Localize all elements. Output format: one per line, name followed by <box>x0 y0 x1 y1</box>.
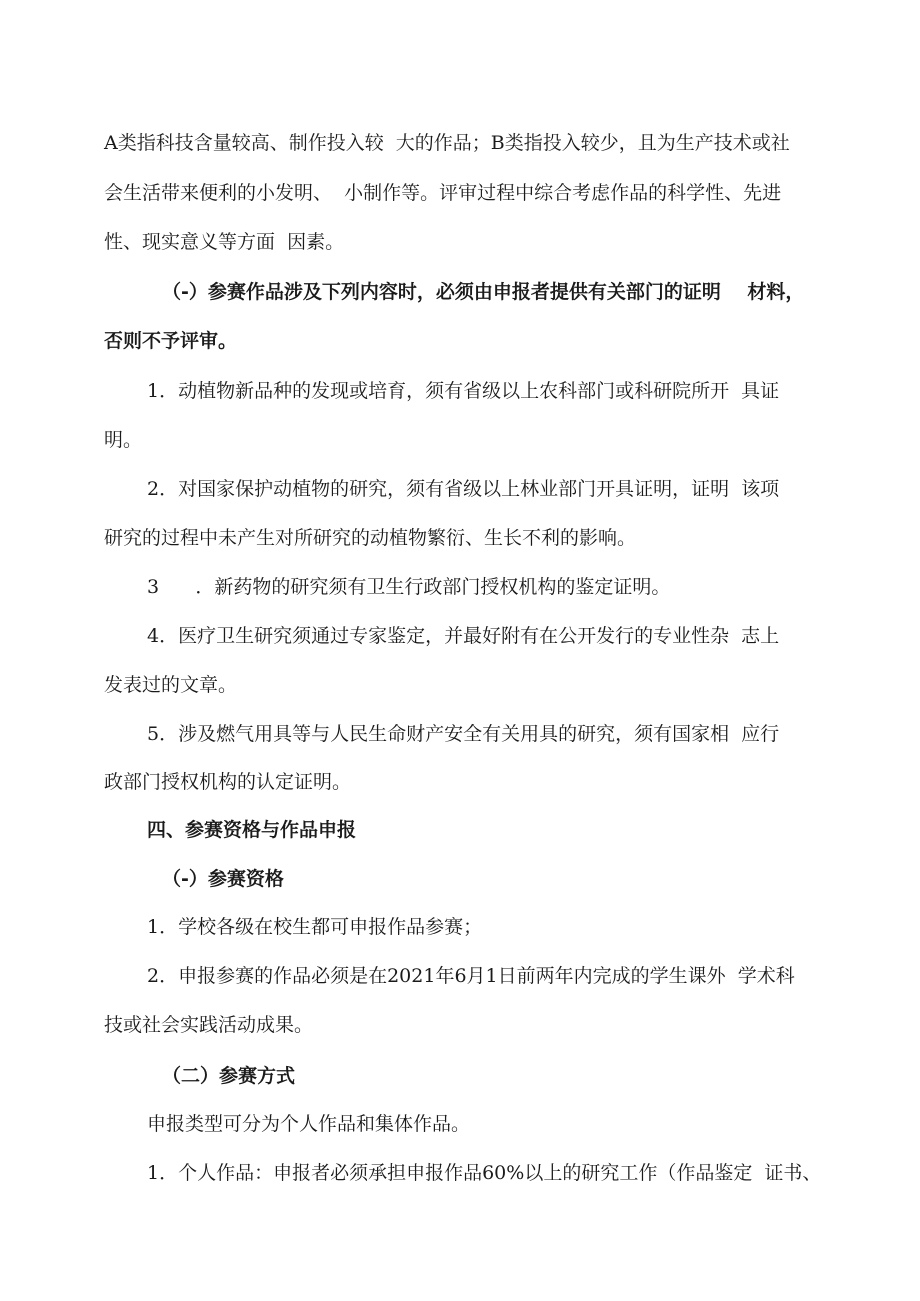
paragraph-line: A类指科技含量较高、制作投入较 大的作品；B类指投入较少，且为生产技术或社 <box>104 132 790 154</box>
list-item: 政部门授权机构的认定证明。 <box>104 771 352 793</box>
paragraph-line: 会生活带来便利的小发明、 小制作等。评审过程中综合考虑作品的科学性、先进 <box>104 182 782 204</box>
subheading: （-）参赛资格 <box>162 868 284 890</box>
list-item: 5．涉及燃气用具等与人民生命财产安全有关用具的研究，须有国家相 应行 <box>147 723 780 745</box>
section-heading: 四、参赛资格与作品申报 <box>147 819 357 841</box>
paragraph-line: 申报类型可分为个人作品和集体作品。 <box>147 1113 471 1135</box>
list-item: 1．学校各级在校生都可申报作品参赛； <box>147 916 483 938</box>
list-item: 4．医疗卫生研究须通过专家鉴定，并最好附有在公开发行的专业性杂 志上 <box>147 625 780 647</box>
list-item: 2．对国家保护动植物的研究，须有省级以上林业部门开具证明，证明 该项 <box>147 478 780 500</box>
list-item: 研究的过程中未产生对所研究的动植物繁衍、生长不利的影响。 <box>104 527 637 549</box>
subheading: 否则不予评审。 <box>104 330 238 352</box>
list-item: 1．动植物新品种的发现或培育，须有省级以上农科部门或科研院所开 具证 <box>147 380 780 402</box>
list-item: 技或社会实践活动成果。 <box>104 1014 314 1036</box>
list-item: 2．申报参赛的作品必须是在2021年6月1日前两年内完成的学生课外 学术科 <box>147 965 795 987</box>
list-item: 明。 <box>104 429 143 451</box>
list-item: 1．个人作品：申报者必须承担申报作品60%以上的研究工作（作品鉴定 证书、 <box>147 1162 822 1184</box>
paragraph-line: 性、现实意义等方面 因素。 <box>104 231 345 253</box>
subheading: （-）参赛作品涉及下列内容时，必须由申报者提供有关部门的证明 材料， <box>162 281 805 303</box>
list-item: 3 ．新药物的研究须有卫生行政部门授权机构的鉴定证明。 <box>147 576 671 598</box>
subheading: （二）参赛方式 <box>162 1065 296 1087</box>
list-item: 发表过的文章。 <box>104 674 238 696</box>
